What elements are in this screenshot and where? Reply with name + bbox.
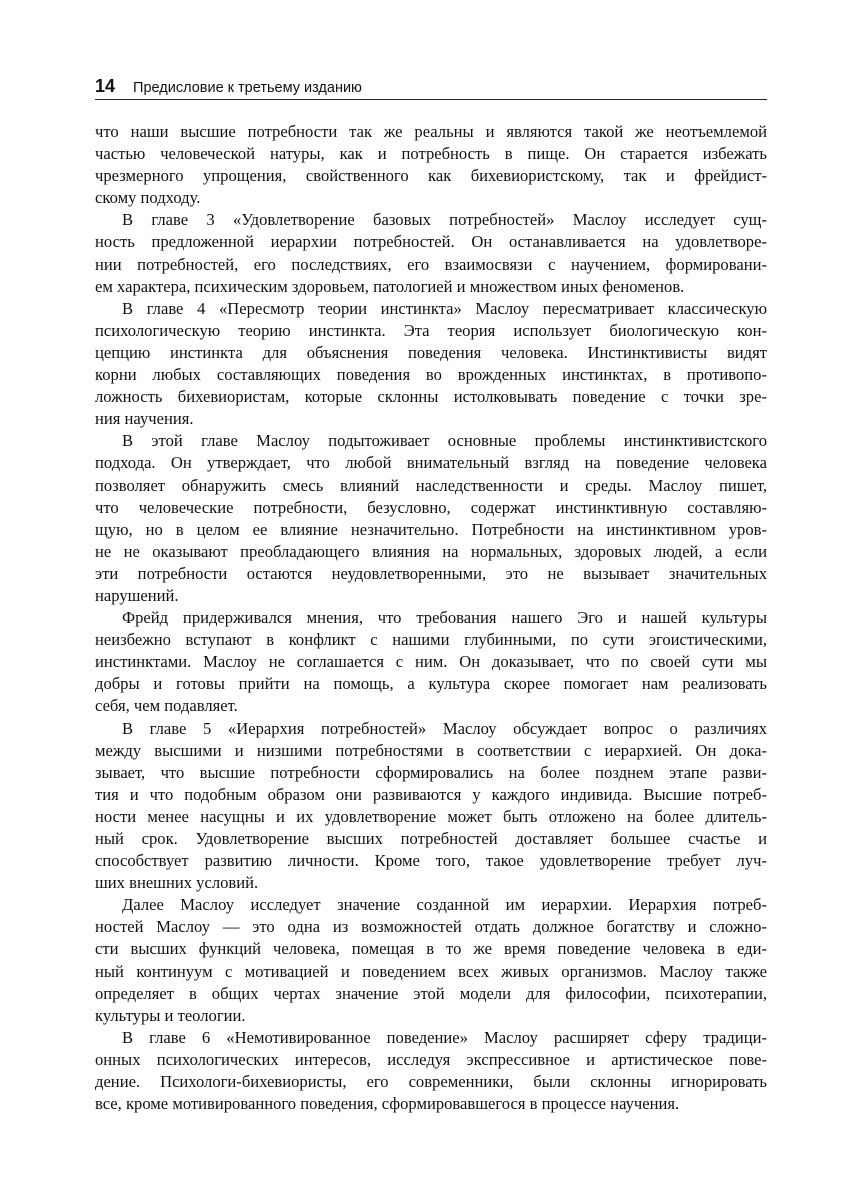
text-line: себя, чем подавляет. — [95, 696, 238, 716]
text-line: цепцию инстинкта для объяснения поведения человека. Инстинктивисты видят — [95, 342, 767, 362]
text-line: ностей Маслоу — это одна из возможностей отдать должное богатству и сложно- — [95, 917, 767, 937]
text-line: Фрейд придерживался мнения, что требования нашего Эго и нашей культуры — [122, 608, 767, 628]
text-line: между высшими и низшими потребностями в соответствии с иерархией. Он дока- — [95, 740, 767, 760]
text-line: В главе 3 «Удовлетворение базовых потребностей» Маслоу исследует сущ- — [122, 210, 767, 230]
text-line: тия и что подобным образом они развиваются у каждого индивида. Высшие потреб- — [95, 784, 767, 804]
text-line: щую, но в целом ее влияние незначительно. Потребности на инстинктивном уров- — [95, 519, 767, 539]
text-line: что наши высшие потребности так же реальны и являются такой же неотъемлемой — [95, 122, 767, 141]
text-line: В главе 5 «Иерархия потребностей» Маслоу обсуждает вопрос о различиях — [122, 718, 767, 738]
book-page — [95, 76, 767, 1115]
body-text — [95, 121, 767, 1115]
text-line: нарушений. — [95, 585, 179, 605]
text-line: культуры и теологии. — [95, 1005, 246, 1025]
text-line: не не оказывают преобладающего влияния на нормальных, здоровых людей, а если — [95, 541, 767, 561]
text-line: неизбежно вступают в конфликт с нашими глубинными, по сути эгоистическими, — [95, 630, 767, 650]
text-line: способствует развитию личности. Кроме того, такое удовлетворение требует луч- — [95, 851, 767, 871]
text-line: чрезмерного упрощения, свойственного как бихевиористскому, так и фрейдист- — [95, 166, 767, 186]
text-line: В этой главе Маслоу подытоживает основные проблемы инстинктивистского — [122, 431, 767, 451]
text-line: сти высших функций человека, помещая в то же время поведение человека в еди- — [95, 939, 767, 959]
paragraph — [95, 298, 767, 431]
text-line: нии потребностей, его последствиях, его взаимосвязи с научением, формировани- — [95, 254, 767, 274]
text-line: эти потребности остаются неудовлетворенными, это не вызывает значительных — [95, 563, 767, 583]
paragraph — [95, 121, 767, 209]
text-line: позволяет обнаружить смесь влияний наследственности и среды. Маслоу пишет, — [95, 475, 767, 495]
running-head — [95, 76, 767, 100]
text-line: определяет в общих чертах значение этой модели для философии, психотерапии, — [95, 983, 767, 1003]
text-line: Далее Маслоу исследует значение созданной им иерархии. Иерархия потреб- — [122, 895, 767, 915]
running-title: Предисловие к третьему изданию — [133, 80, 362, 96]
text-line: все, кроме мотивированного поведения, сформировавшегося в процессе научения. — [95, 1094, 680, 1114]
text-line: скому подходу. — [95, 188, 201, 208]
paragraph — [95, 209, 767, 297]
text-line: частью человеческой натуры, как и потребность в пище. Он старается избежать — [95, 144, 767, 164]
text-line: инстинктами. Маслоу не соглашается с ним. Он доказывает, что по своей сути мы — [95, 652, 767, 672]
paragraph — [95, 430, 767, 607]
paragraph — [95, 894, 767, 1027]
text-line: ный континуум с мотивацией и поведением всех живых организмов. Маслоу также — [95, 961, 767, 981]
paragraph — [95, 607, 767, 717]
text-line: подхода. Он утверждает, что любой внимательный взгляд на поведение человека — [95, 453, 767, 473]
text-line: ности менее насущны и их удовлетворение может быть отложено на более длитель- — [95, 806, 767, 826]
text-line: зывает, что высшие потребности сформировались на более позднем этапе разви- — [95, 762, 767, 782]
text-line: дение. Психологи-бихевиористы, его современники, были склонны игнорировать — [95, 1072, 767, 1092]
text-line: ших внешних условий. — [95, 873, 259, 893]
text-line: В главе 6 «Немотивированное поведение» Маслоу расширяет сферу традици- — [122, 1027, 767, 1047]
text-line: добры и готовы прийти на помощь, а культура скорее помогает нам реализовать — [95, 674, 767, 694]
text-line: онных психологических интересов, исследуя экспрессивное и артистическое пове- — [95, 1049, 767, 1069]
text-line: что человеческие потребности, безусловно, содержат инстинктивную составляю- — [95, 497, 767, 517]
text-line: ем характера, психическим здоровьем, патологией и множеством иных феноменов. — [95, 276, 685, 296]
paragraph — [95, 1027, 767, 1115]
text-line: ный срок. Удовлетворение высших потребностей доставляет большее счастье и — [95, 829, 767, 848]
page-number: 14 — [95, 76, 116, 96]
text-line: В главе 4 «Пересмотр теории инстинкта» Маслоу пересматривает классическую — [122, 298, 767, 318]
text-line: психологическую теорию инстинкта. Эта теория использует биологическую кон- — [95, 320, 767, 340]
text-line: ность предложенной иерархии потребностей. Он останавливается на удовлетворе- — [95, 232, 767, 252]
text-line: корни любых составляющих поведения во врожденных инстинктах, в противопо- — [95, 365, 767, 385]
text-line: ния научения. — [95, 409, 194, 429]
paragraph — [95, 718, 767, 895]
text-line: ложность бихевиористам, которые склонны истолковывать поведение с точки зре- — [95, 387, 767, 407]
